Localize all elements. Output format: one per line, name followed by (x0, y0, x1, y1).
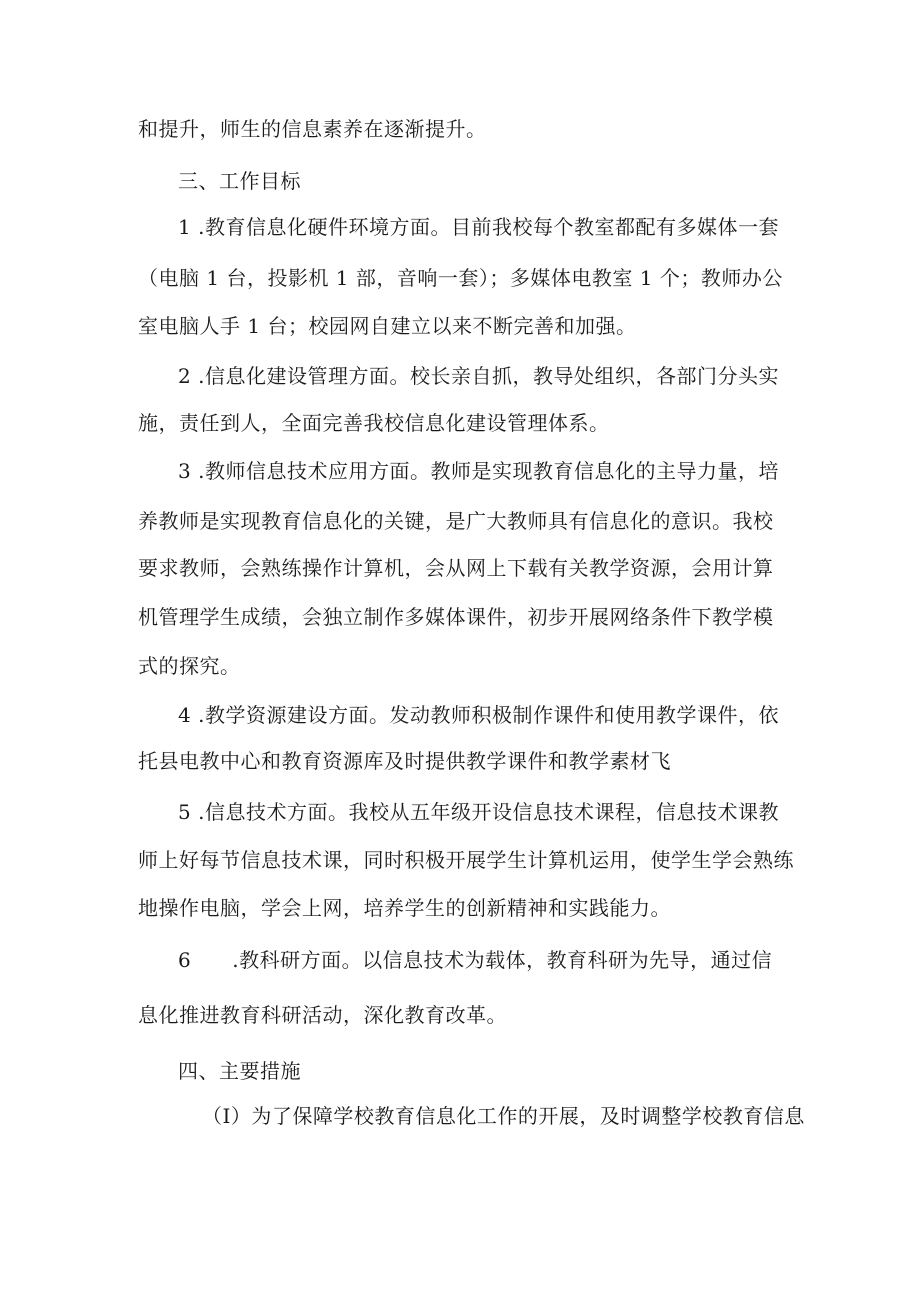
section-heading: 三、工作目标 (178, 169, 301, 193)
paragraph-line: 6 .教科研方面。以信息技术为载体，教育科研为先导，通过信 (178, 948, 773, 972)
paragraph-line: 要求教师，会熟练操作计算机，会从网上下载有关教学资源，会用计算 (138, 556, 774, 580)
paragraph-line: 3 .教师信息技术应用方面。教师是实现教育信息化的主导力量，培 (178, 459, 779, 483)
paragraph-line: 1 .教育信息化硬件环境方面。目前我校每个教室都配有多媒体一套 (178, 215, 779, 239)
paragraph-line: 5 .信息技术方面。我校从五年级开设信息技术课程，信息技术课教 (178, 800, 779, 824)
paragraph-line: 师上好每节信息技术课，同时积极开展学生计算机运用，使学生学会熟练 (138, 848, 794, 872)
paragraph-line: 4 .教学资源建设方面。发动教师积极制作课件和使用教学课件，依 (178, 703, 779, 727)
paragraph-line: 室电脑人手 1 台；校园网自建立以来不断完善和加强。 (138, 314, 637, 338)
paragraph-line: 息化推进教育科研活动，深化教育改革。 (138, 1003, 507, 1027)
paragraph-line: 地操作电脑，学会上网，培养学生的创新精神和实践能力。 (138, 896, 671, 920)
paragraph-line: 托县电教中心和教育资源库及时提供教学课件和教学素材飞 (138, 749, 671, 773)
section-heading: 四、主要措施 (178, 1059, 301, 1083)
paragraph-line: 施，责任到人，全面完善我校信息化建设管理体系。 (138, 411, 610, 435)
paragraph-line: 和提升，师生的信息素养在逐渐提升。 (138, 117, 487, 141)
paragraph-line: 养教师是实现教育信息化的关键，是广大教师具有信息化的意识。我校 (138, 509, 774, 533)
paragraph-line: 式的探究。 (138, 654, 241, 678)
paragraph-line: （电脑 1 台，投影机 1 部，音响一套）；多媒体电教室 1 个；教师办公 (138, 266, 783, 290)
paragraph-line: 机管理学生成绩，会独立制作多媒体课件，初步开展网络条件下教学模 (138, 605, 774, 629)
paragraph-line: 2 .信息化建设管理方面。校长亲自抓，教导处组织，各部门分头实 (178, 364, 779, 388)
paragraph-line: （I）为了保障学校教育信息化工作的开展，及时调整学校教育信息 (202, 1104, 805, 1128)
